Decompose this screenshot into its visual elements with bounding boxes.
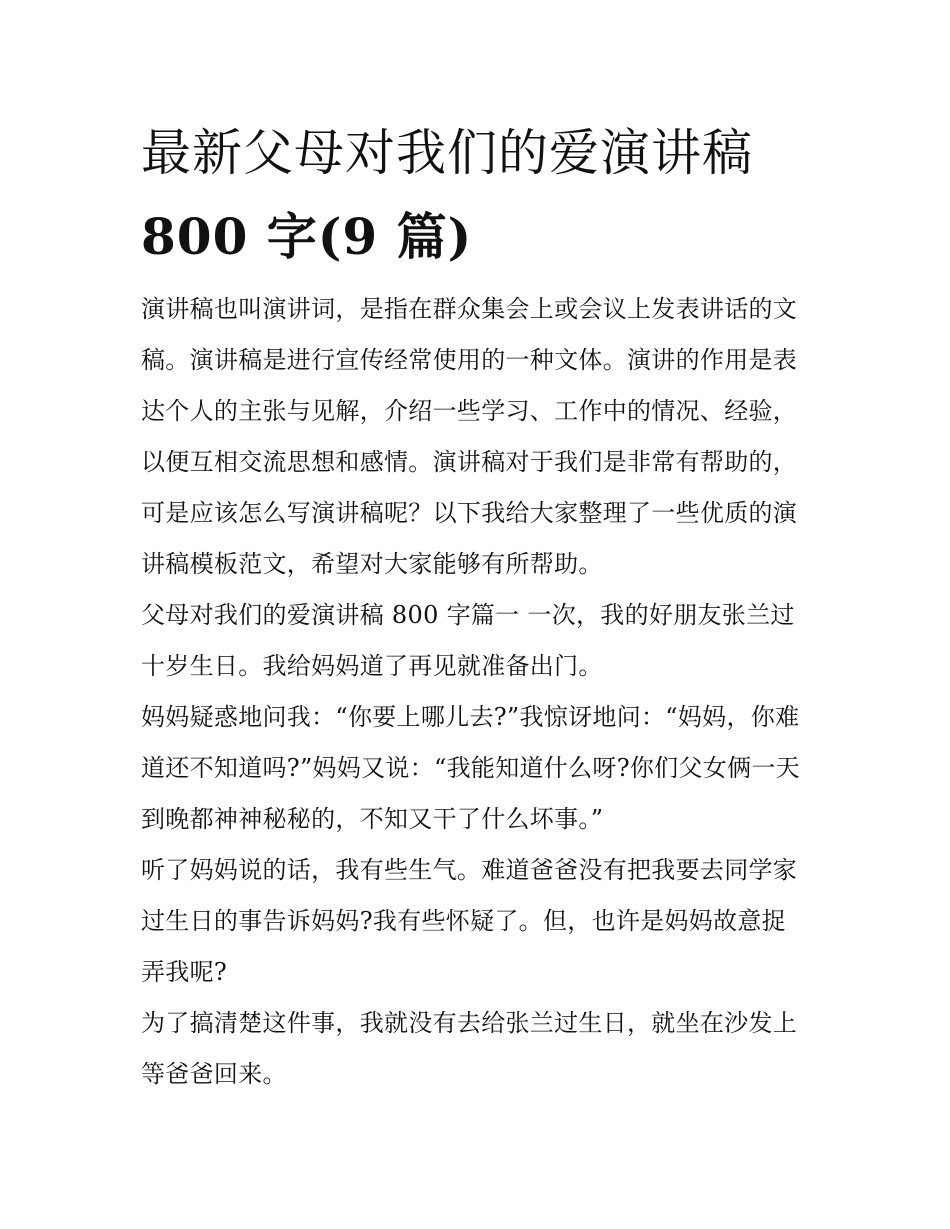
text-line: 过生日的事告诉妈妈?我有些怀疑了。但，也许是妈妈故意捉: [141, 907, 786, 935]
text-line: 稿。演讲稿是进行宣传经常使用的一种文体。演讲的作用是表: [141, 346, 798, 374]
document-content: [141, 112, 813, 1100]
text-line: 十岁生日。我给妈妈道了再见就准备出门。: [141, 652, 603, 680]
text-line: 听了妈妈说的话，我有些生气。难道爸爸没有把我要去同学家: [141, 856, 798, 884]
text-line: 等爸爸回来。: [141, 1060, 287, 1088]
text-line: 父母对我们的爱演讲稿 800 字篇一 一次，我的好朋友张兰过: [141, 601, 795, 629]
paragraph-3: [141, 845, 813, 998]
paragraph-1: [141, 590, 813, 692]
document-body: [141, 284, 813, 1100]
text-line: 道还不知道吗?”妈妈又说：“我能知道什么呀?你们父女俩一天: [141, 754, 800, 782]
text-line: 到晚都神神秘秘的，不知又干了什么坏事。”: [141, 805, 604, 833]
paragraph-2: [141, 692, 813, 845]
paragraph-intro: [141, 284, 813, 590]
text-line: 以便互相交流思想和感情。演讲稿对于我们是非常有帮助的，: [141, 448, 798, 476]
text-line: 达个人的主张与见解，介绍一些学习、工作中的情况、经验，: [141, 397, 798, 425]
paragraph-4: [141, 998, 813, 1100]
title-line-1: 最新父母对我们的爱演讲稿: [141, 124, 753, 182]
text-line: 为了搞清楚这件事，我就没有去给张兰过生日，就坐在沙发上: [141, 1009, 798, 1037]
text-line: 讲稿模板范文，希望对大家能够有所帮助。: [141, 550, 603, 578]
document-title: [141, 112, 813, 278]
title-line-2: 800 字(9 篇): [141, 207, 473, 266]
text-line: 演讲稿也叫演讲词，是指在群众集会上或会议上发表讲话的文: [141, 295, 798, 323]
text-line: 妈妈疑惑地问我：“你要上哪儿去?”我惊讶地问：“妈妈，你难: [141, 703, 800, 731]
text-line: 可是应该怎么写演讲稿呢？以下我给大家整理了一些优质的演: [141, 499, 798, 527]
text-line: 弄我呢?: [141, 958, 228, 986]
